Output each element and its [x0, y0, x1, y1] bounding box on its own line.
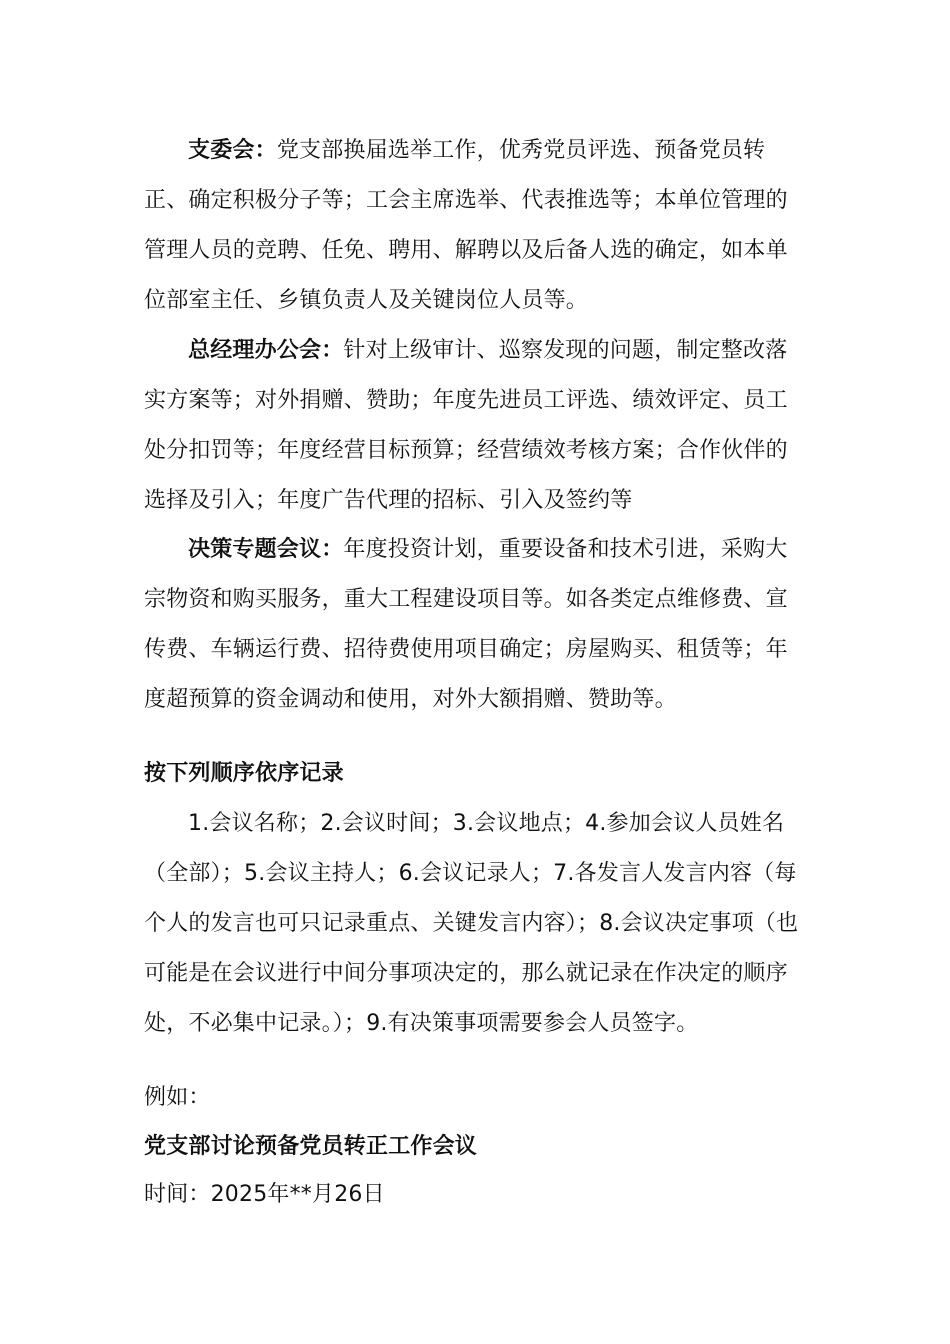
paragraph-label: 支委会：: [188, 138, 277, 163]
paragraph-decision-meeting: [144, 525, 808, 725]
recording-order-paragraph: 1.会议名称；2.会议时间；3.会议地点；4.参加会议人员姓名（全部）；5.会议主持人；6.会议记录人；7.各发言人发言内容（每个人的发言也可只记录重点、关键发言内容）；8.会议决定事项（也可能是在会议进行中间分事项决定的，那么就记录在作决定的顺序处，不必集中记录。）；9.有决策事项需要参会人员签字。: [144, 811, 799, 1036]
paragraph-branch-committee: [144, 126, 808, 326]
paragraph-text: 年度投资计划，重要设备和技术引进，采购大宗物资和购买服务，重大工程建设项目等。如各类定点维修费、宣传费、车辆运行费、招待费使用项目确定；房屋购买、租赁等；年度超预算的资金调动和使用，对外大额捐赠、赞助等。: [144, 537, 788, 712]
paragraph-gm-office-meeting: [144, 326, 808, 526]
paragraph-label: 决策专题会议：: [188, 537, 344, 562]
paragraph-label: 总经理办公会：: [188, 338, 344, 363]
meeting-time: 时间：2025年**月26日: [144, 1182, 385, 1207]
example-label: 例如：: [144, 1085, 211, 1110]
paragraph-text: 针对上级审计、巡察发现的问题，制定整改落实方案等；对外捐赠、赞助；年度先进员工评选、绩效评定、员工处分扣罚等；年度经营目标预算；经营绩效考核方案；合作伙伴的选择及引入；年度广告代理的招标、引入及签约等: [144, 338, 788, 513]
example-title: 党支部讨论预备党员转正工作会议: [144, 1134, 478, 1159]
paragraph-text: 党支部换届选举工作，优秀党员评选、预备党员转正、确定积极分子等；工会主席选举、代表推选等；本单位管理的管理人员的竞聘、任免、聘用、解聘以及后备人选的确定，如本单位部室主任、乡镇负责人及关键岗位人员等。: [144, 138, 788, 313]
section-heading: 按下列顺序依序记录: [144, 761, 344, 786]
